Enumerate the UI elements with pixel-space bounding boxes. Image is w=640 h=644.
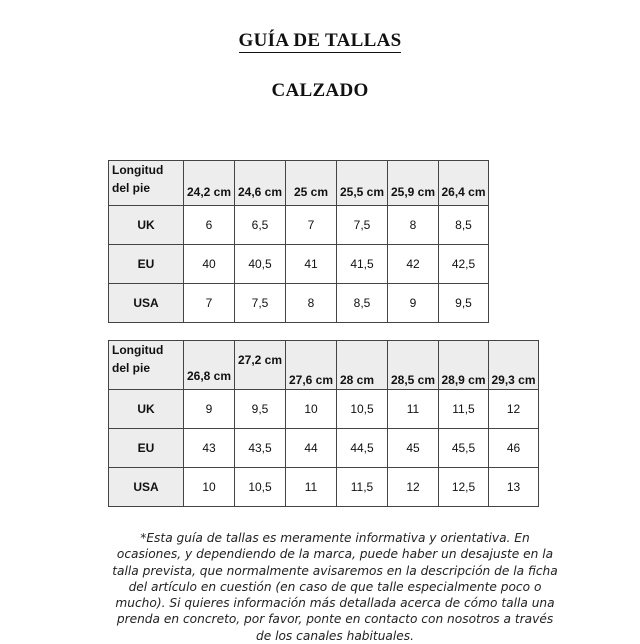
table-cell: 46 — [489, 429, 539, 468]
header-cell: 27,2 cm — [235, 341, 286, 390]
table-cell: 10,5 — [235, 468, 286, 507]
table-cell: 8 — [388, 206, 439, 245]
table-cell: 44,5 — [337, 429, 388, 468]
table-cell: 12 — [388, 468, 439, 507]
header-cell: 26,8 cm — [184, 341, 235, 390]
table-cell: 7 — [184, 284, 235, 323]
table-cell: 11,5 — [439, 390, 489, 429]
table-cell: 12,5 — [439, 468, 489, 507]
table-cell: 42,5 — [439, 245, 489, 284]
table-cell: 44 — [286, 429, 337, 468]
table-cell: 41 — [286, 245, 337, 284]
row-label: USA — [109, 468, 184, 507]
row-label: USA — [109, 284, 184, 323]
header-cell: 25 cm — [286, 161, 337, 206]
table-cell: 10 — [286, 390, 337, 429]
table-cell: 11 — [286, 468, 337, 507]
row-label: UK — [109, 390, 184, 429]
table-header-row — [109, 341, 539, 390]
table-row — [109, 245, 489, 284]
table-header-row — [109, 161, 489, 206]
header-cell: 26,4 cm — [439, 161, 489, 206]
table-cell: 10 — [184, 468, 235, 507]
table-row — [109, 206, 489, 245]
table-cell: 45,5 — [439, 429, 489, 468]
table-cell: 12 — [489, 390, 539, 429]
header-corner-cell: Longitud del pie — [109, 341, 184, 390]
header-cell: 29,3 cm — [489, 341, 539, 390]
row-label: UK — [109, 206, 184, 245]
table-cell: 9 — [388, 284, 439, 323]
table-row — [109, 468, 539, 507]
table-row — [109, 284, 489, 323]
header-cell: 28 cm — [337, 341, 388, 390]
table-cell: 45 — [388, 429, 439, 468]
header-cell: 28,9 cm — [439, 341, 489, 390]
header-cell: 25,5 cm — [337, 161, 388, 206]
row-label: EU — [109, 245, 184, 284]
table-cell: 9,5 — [235, 390, 286, 429]
size-table-1 — [108, 160, 489, 323]
size-table-2 — [108, 340, 539, 507]
table-cell: 7,5 — [235, 284, 286, 323]
table-cell: 10,5 — [337, 390, 388, 429]
table-cell: 9,5 — [439, 284, 489, 323]
table-cell: 40 — [184, 245, 235, 284]
table-cell: 6,5 — [235, 206, 286, 245]
table-cell: 11 — [388, 390, 439, 429]
table-row — [109, 390, 539, 429]
page-title-text: GUÍA DE TALLAS — [238, 30, 402, 51]
table-cell: 43 — [184, 429, 235, 468]
page-subtitle: CALZADO — [271, 80, 369, 101]
row-label: EU — [109, 429, 184, 468]
footnote: *Esta guía de tallas es meramente informativa y orientativa. En ocasiones, y dependiendo de la marca, puede haber un desajuste en la talla prevista, que normalmente avisaremos en la descripción de la ficha del artículo en cuestión (en caso de que talle especialmente poco o mucho). Si quieres información más detallada acerca de cómo talla una prenda en concreto, por favor, ponte en contacto con nosotros a través de los canales habituales. — [112, 531, 558, 643]
table-cell: 7,5 — [337, 206, 388, 245]
table-cell: 41,5 — [337, 245, 388, 284]
table-cell: 8,5 — [337, 284, 388, 323]
table-cell: 11,5 — [337, 468, 388, 507]
table-cell: 40,5 — [235, 245, 286, 284]
header-cell: 24,2 cm — [184, 161, 235, 206]
header-corner-cell: Longitud del pie — [109, 161, 184, 206]
table-cell: 7 — [286, 206, 337, 245]
table-cell: 8 — [286, 284, 337, 323]
header-cell: 25,9 cm — [388, 161, 439, 206]
page-title — [0, 30, 640, 52]
header-cell: 24,6 cm — [235, 161, 286, 206]
table-cell: 13 — [489, 468, 539, 507]
table-cell: 9 — [184, 390, 235, 429]
table-cell: 42 — [388, 245, 439, 284]
table-row — [109, 429, 539, 468]
table-cell: 8,5 — [439, 206, 489, 245]
header-cell: 28,5 cm — [388, 341, 439, 390]
table-cell: 43,5 — [235, 429, 286, 468]
table-cell: 6 — [184, 206, 235, 245]
header-cell: 27,6 cm — [286, 341, 337, 390]
